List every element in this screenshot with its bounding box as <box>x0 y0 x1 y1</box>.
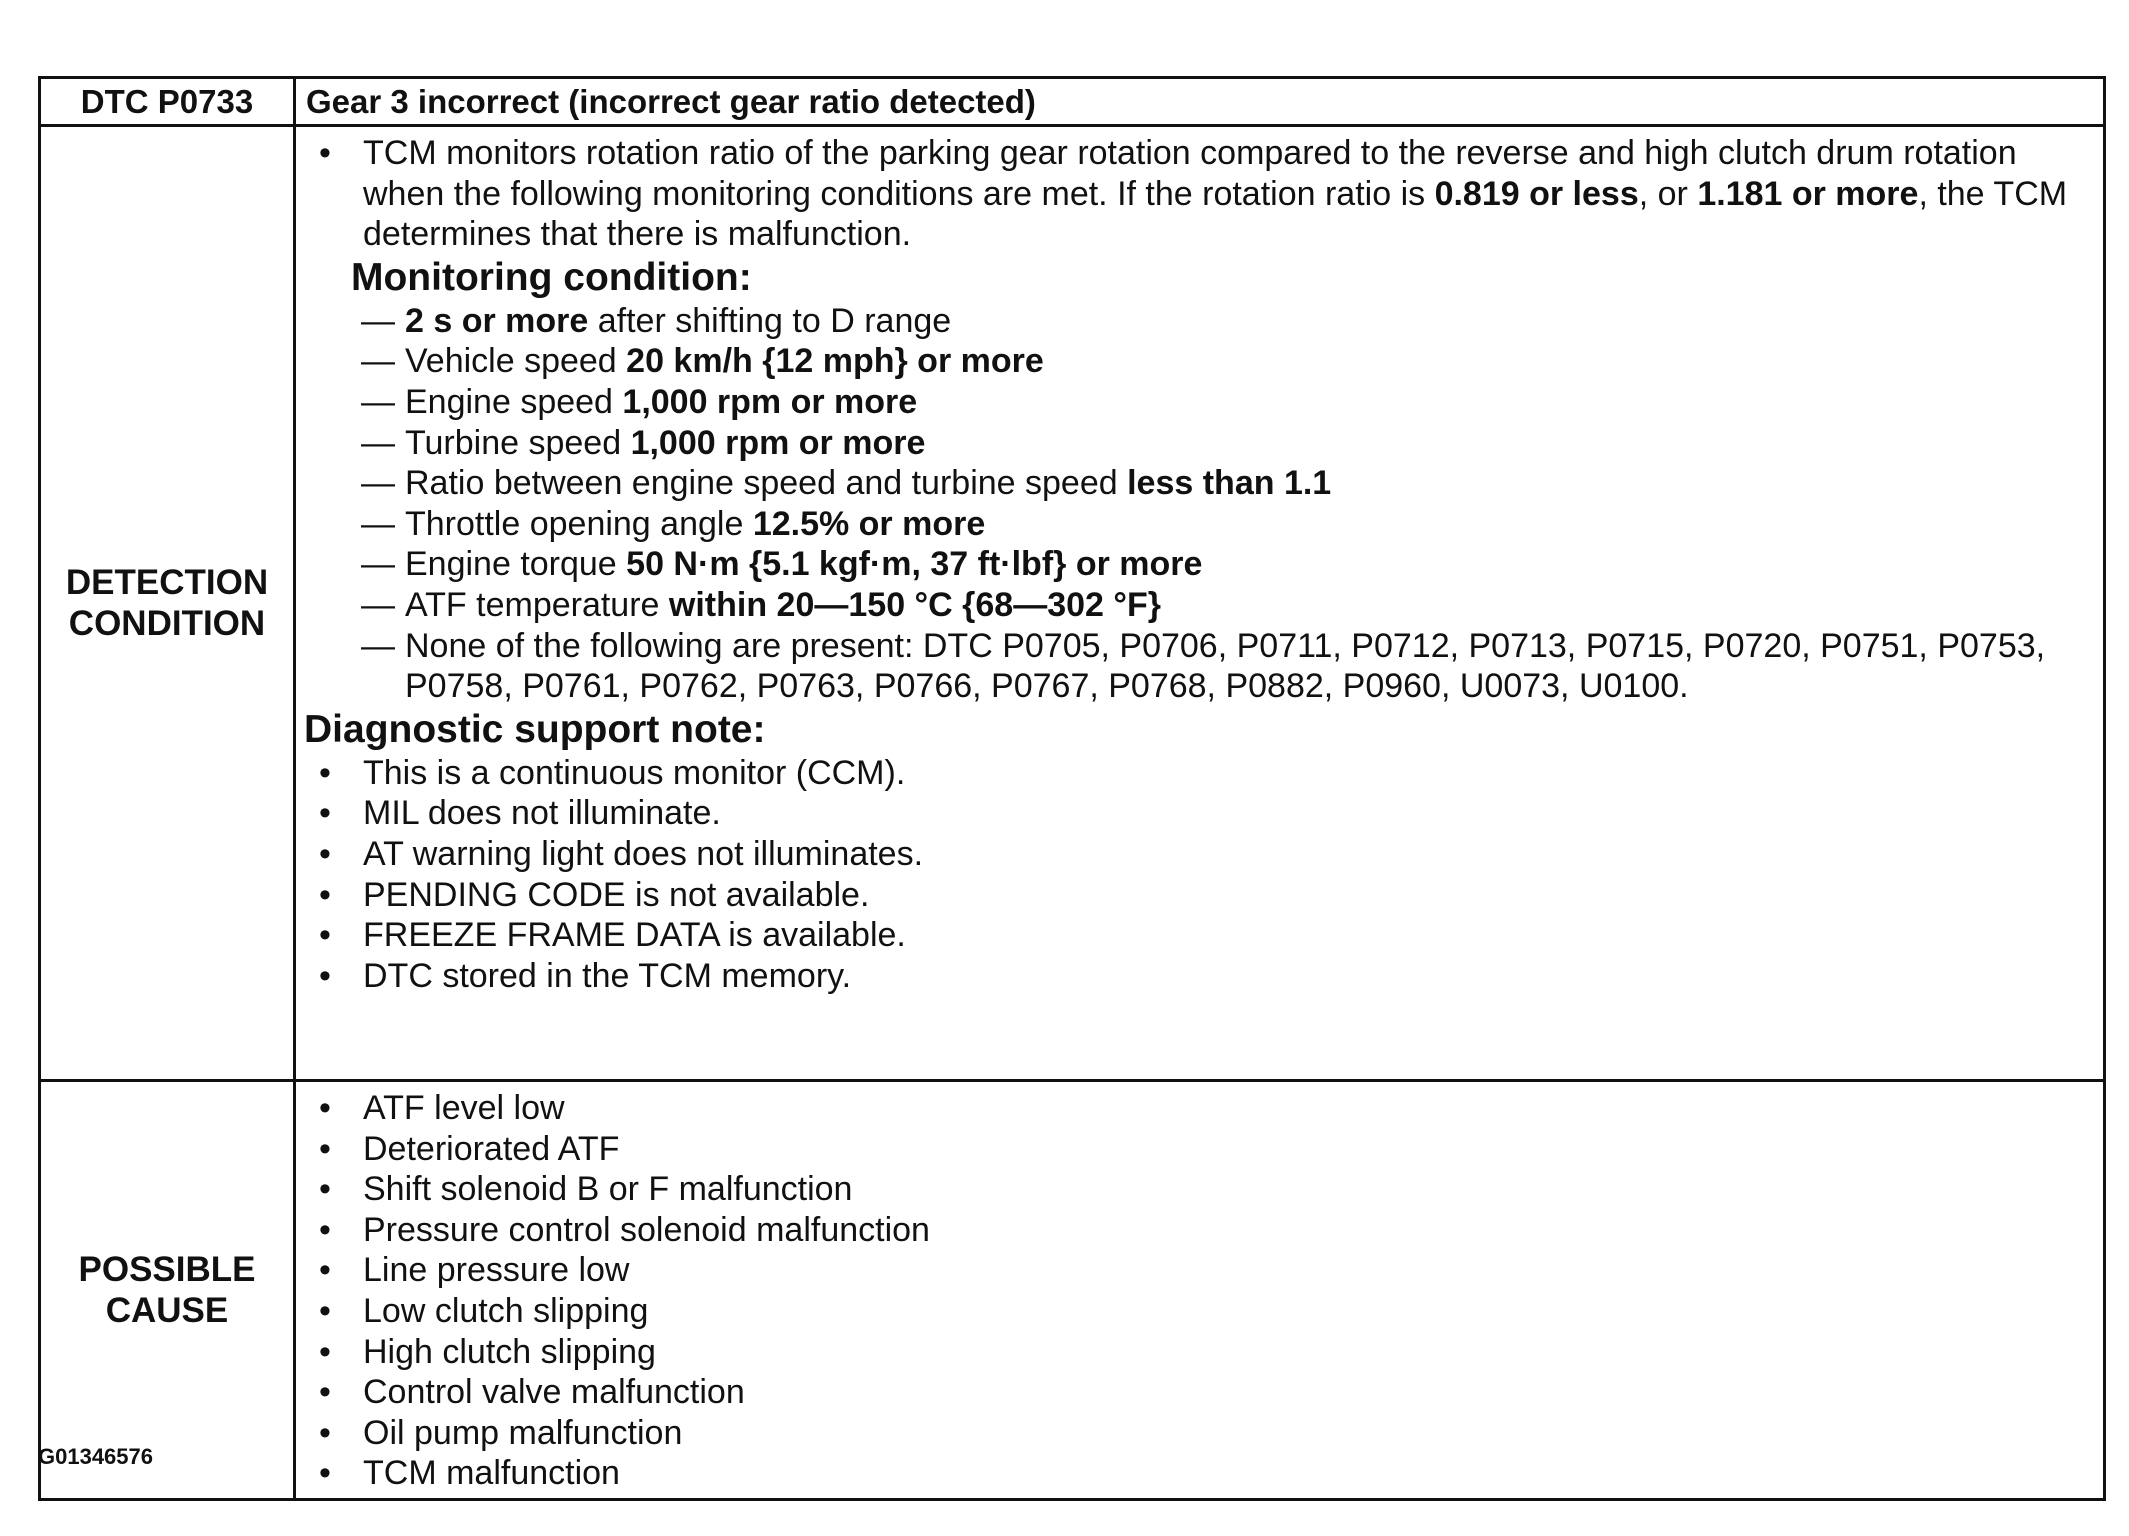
condition-pre: Vehicle speed <box>405 342 627 381</box>
condition-bold: 50 N·m {5.1 kgf·m, 37 ft·lbf} or more <box>626 545 1203 584</box>
support-note-item: • FREEZE FRAME DATA is available. <box>304 915 2095 956</box>
intro-threshold-high: 1.181 or more <box>1697 174 1919 213</box>
monitoring-condition-item <box>304 463 2095 504</box>
detection-label-cell <box>40 126 295 1081</box>
monitoring-condition-item <box>304 504 2095 545</box>
figure-id: G01346576 <box>38 1444 153 1469</box>
possible-cause-item: • Line pressure low <box>304 1250 2095 1291</box>
condition-pre: Throttle opening angle <box>405 504 753 543</box>
dash-symbol: — <box>361 464 395 503</box>
support-note-item: • AT warning light does not illuminates. <box>304 834 2095 875</box>
condition-pre: None of the following are present: DTC P0705, P0706, P0711, P0712, P0713, P0715, P0720, P0751, P0753, P0758, P0761, P0762, P0763, P0766, P0767, P0768, P0882, P0960, U0073, U0100. <box>405 626 2046 706</box>
header-row <box>40 78 2105 126</box>
condition-bold: less than 1.1 <box>1127 464 1332 503</box>
possible-cause-label-line-1: POSSIBLE <box>78 1249 256 1289</box>
dash-symbol: — <box>361 382 395 421</box>
support-note-item: • MIL does not illuminate. <box>304 793 2095 834</box>
detection-label-line-2: CONDITION <box>68 604 266 643</box>
support-note-item: • DTC stored in the TCM memory. <box>304 956 2095 997</box>
condition-bold: 1,000 rpm or more <box>630 423 926 462</box>
possible-cause-item: • ATF level low <box>304 1088 2095 1129</box>
possible-cause-content <box>295 1081 2105 1500</box>
condition-pre: Engine speed <box>405 382 623 421</box>
dtc-table <box>38 76 2106 1501</box>
dash-symbol: — <box>361 626 395 665</box>
condition-bold: 2 s or more <box>405 301 589 340</box>
condition-pre: Ratio between engine speed and turbine speed <box>405 464 1128 503</box>
possible-cause-item: • Oil pump malfunction <box>304 1413 2095 1454</box>
support-note-item: • This is a continuous monitor (CCM). <box>304 753 2095 794</box>
support-notes-list <box>304 753 2095 997</box>
dash-symbol: — <box>361 504 395 543</box>
condition-post: after shifting to D range <box>588 301 952 340</box>
possible-cause-list <box>304 1088 2095 1494</box>
intro-text-1: TCM monitors rotation ratio of the parking gear rotation compared to the reverse and high clutch drum rotation when the following monitoring conditions are met. If the rotation ratio is <box>363 134 2017 213</box>
detection-row <box>40 126 2105 1081</box>
detection-label-line-1: DETECTION <box>65 563 269 602</box>
intro-text-3: , the TCM determines that there is malfunction. <box>363 174 2068 254</box>
support-note-item: • PENDING CODE is not available. <box>304 875 2095 916</box>
condition-pre: Engine torque <box>405 545 627 584</box>
condition-bold: 1,000 rpm or more <box>622 382 918 421</box>
monitoring-condition-item <box>304 382 2095 423</box>
dtc-code: DTC P0733 <box>80 83 254 120</box>
possible-cause-item: • Shift solenoid B or F malfunction <box>304 1169 2095 1210</box>
monitoring-condition-item <box>304 301 2095 342</box>
condition-bold: within 20—150 °C {68—302 °F} <box>668 585 1161 624</box>
support-heading: Diagnostic support note: <box>304 707 766 751</box>
condition-bold: 12.5% or more <box>752 504 986 543</box>
dash-symbol: — <box>361 301 395 340</box>
intro-threshold-low: 0.819 or less <box>1434 174 1639 213</box>
condition-bold: 20 km/h {12 mph} or more <box>626 342 1044 381</box>
detection-intro <box>304 133 2095 255</box>
intro-text-2: , or <box>1638 174 1698 213</box>
dtc-title: Gear 3 incorrect (incorrect gear ratio detected) <box>306 83 1036 120</box>
monitoring-condition-item <box>304 585 2095 626</box>
detection-content <box>295 126 2105 1081</box>
condition-pre: Turbine speed <box>405 423 631 462</box>
monitoring-condition-item <box>304 423 2095 464</box>
possible-cause-item: • Control valve malfunction <box>304 1372 2095 1413</box>
dtc-code-cell <box>40 78 295 126</box>
possible-cause-item: • High clutch slipping <box>304 1332 2095 1373</box>
possible-cause-row <box>40 1081 2105 1500</box>
monitoring-condition-item <box>304 626 2095 707</box>
dash-symbol: — <box>361 423 395 462</box>
monitoring-condition-item <box>304 341 2095 382</box>
dash-symbol: — <box>361 585 395 624</box>
possible-cause-item: • Low clutch slipping <box>304 1291 2095 1332</box>
monitoring-conditions-list <box>304 301 2095 707</box>
monitoring-condition-item <box>304 544 2095 585</box>
dtc-title-cell <box>295 78 2105 126</box>
dash-symbol: — <box>361 342 395 381</box>
possible-cause-label-cell <box>40 1081 295 1500</box>
possible-cause-item: • Pressure control solenoid malfunction <box>304 1210 2095 1251</box>
condition-pre: ATF temperature <box>405 585 669 624</box>
dash-symbol: — <box>361 545 395 584</box>
possible-cause-label-line-2: CAUSE <box>105 1290 229 1330</box>
possible-cause-item: • TCM malfunction <box>304 1453 2095 1494</box>
monitoring-heading: Monitoring condition: <box>351 255 752 299</box>
possible-cause-item: • Deteriorated ATF <box>304 1129 2095 1170</box>
